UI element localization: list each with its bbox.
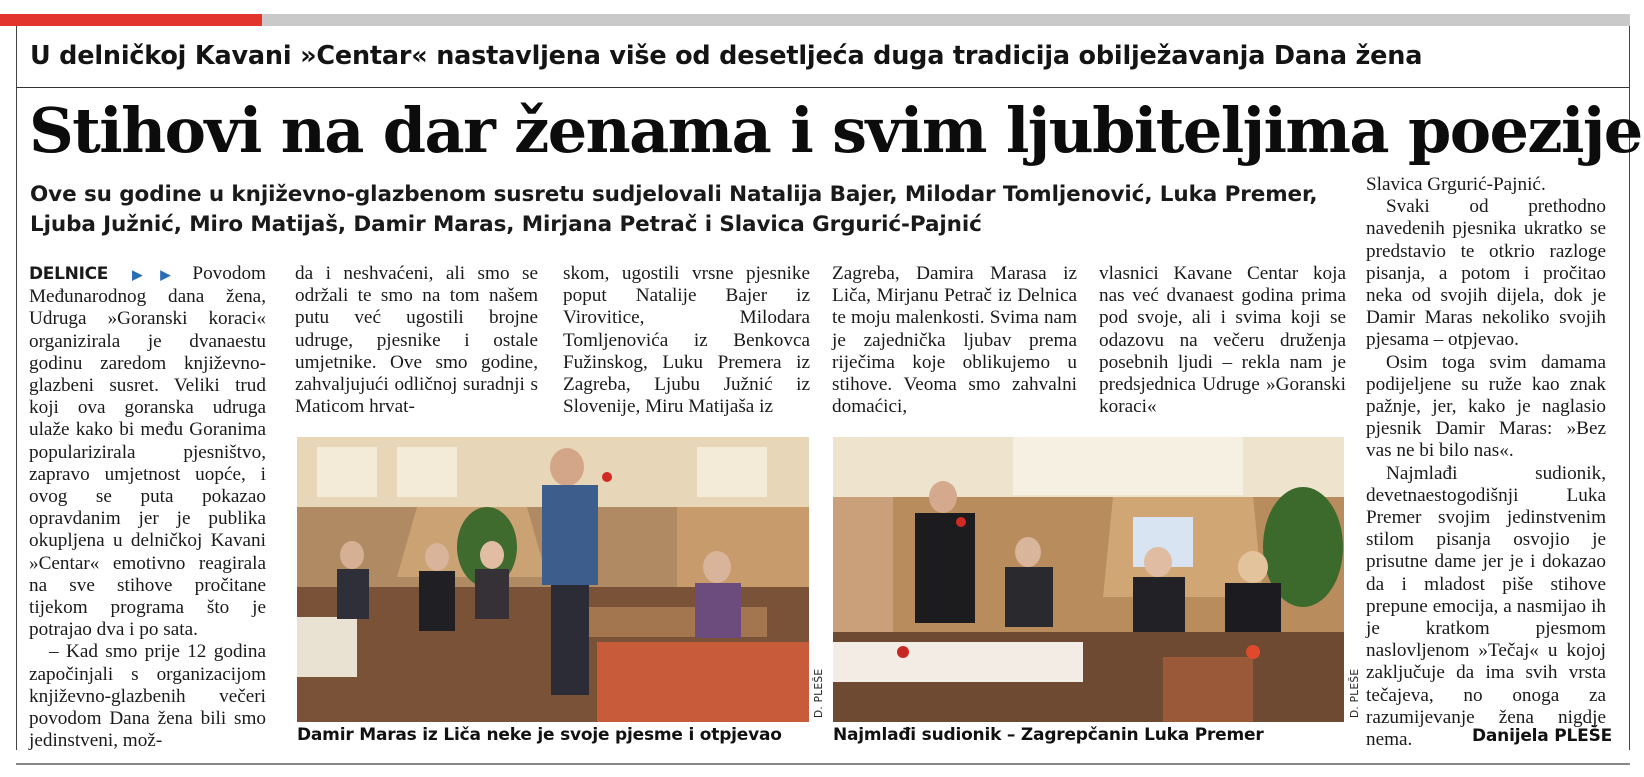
photo-illustration: [297, 437, 809, 722]
lead-paragraph: [29, 263, 266, 641]
top-color-bar: [0, 14, 1630, 26]
article-kicker: U delničkoj Kavani »Centar« nastavljena više od desetljeća duga tradicija obilježavanja Dana žena: [16, 26, 1630, 88]
photo-credit: D. PLEŠE: [1349, 668, 1361, 718]
text-column-5: [1099, 263, 1346, 418]
paragraph: Zagreba, Damira Marasa iz Liča, Mirjanu Petrač iz Delnica te moju malenkosti. Svima nam je zajednička ljubav prema riječima koje oblikujemo u stihove. Veoma smo zahvalni domaćici,: [832, 263, 1077, 418]
paragraph: Najmlađi sudionik, devetnaestogodišnji Luka Premer svojim jedinstvenim stilom pisanja osvojio je prisutne dame jer je i dokazao da i mladost piše stihove prepune emocija, a nasmijao ih je kratkom pjesmom naslovljenom »Tečaj« u kojoj zaključuje da ima svih vrsta tečajeva, no onoga za razumijevanje žena nigdje nema.: [1366, 462, 1606, 751]
photo-caption: Najmlađi sudionik – Zagrepčanin Luka Premer: [833, 725, 1264, 745]
article-deck: Ove su godine u književno-glazbenom susretu sudjelovali Natalija Bajer, Milodar Tomljenović, Luka Premer, Ljuba Južnić, Miro Matijaš, Damir Maras, Mirjana Petrač i Slavica Grgurić-Pajnić: [30, 182, 1318, 237]
top-accent-bar: [0, 14, 262, 26]
paragraph: vlasnici Kavane Centar koja nas već dvanaest godina prima pod svoje, ali i svima koji se odazovu na večeru druženja posebnih ljudi – rekla nam je predsjednica Udruge »Goranski koraci«: [1099, 263, 1346, 418]
photo-caption: Damir Maras iz Liča neke je svoje pjesme i otpjevao: [297, 725, 782, 745]
bottom-rule: [16, 763, 1630, 765]
text-column-1: [29, 263, 266, 752]
paragraph: – Kad smo prije 12 godina započinjali s organizacijom književno-glazbenih večeri povodom Dana žena bili smo jedinstveni, mož-: [29, 641, 266, 752]
photo-illustration: [833, 437, 1344, 722]
dateline-arrow-icon: ▶▶: [112, 267, 189, 282]
photo-credit: D. PLEŠE: [813, 668, 825, 718]
article-byline: Danijela PLEŠE: [1472, 726, 1613, 746]
photo-luka-premer-reading: [833, 437, 1344, 722]
article-headline: Stihovi na dar ženama i svim ljubiteljima poezije: [29, 94, 1642, 167]
paragraph: Osim toga svim damama podijeljene su ruže kao znak pažnje, jer, kako je naglasio pjesnik Damir Maras: »Bez vas ne bi bilo nas«.: [1366, 351, 1606, 462]
text-column-2: [295, 263, 538, 418]
paragraph: Svaki od prethodno navedenih pjesnika ukratko se predstavio te otkrio razloge pisanja, a potom i pročitao neka od svojih dijela, dok je Damir Maras nekoliko svojih pjesama – otpjevao.: [1366, 196, 1606, 351]
dateline: DELNICE: [29, 264, 109, 284]
text-column-3: [563, 263, 810, 418]
paragraph: skom, ugostili vrsne pjesnike poput Natalije Bajer iz Virovitice, Milodara Tomljenovića iz Benkovca Fužinskog, Luku Premera iz Zagreba, Ljubu Južnić iz Slovenije, Miru Matijaša iz: [563, 263, 810, 418]
paragraph: Slavica Grgurić-Pajnić.: [1366, 174, 1546, 195]
text-column-6: [1366, 174, 1606, 751]
photo-damir-maras-singing: [297, 437, 809, 722]
paragraph: da i neshvaćeni, ali smo se održali te smo na tom našem putu već ugostili brojne udruge, pjesnike i ostale umjetnike. Ove smo godine, zahvaljujući odličnoj suradnji s Maticom hrvat-: [295, 263, 538, 418]
text-column-4: [832, 263, 1077, 418]
lead-text: Povodom Međunarodnog dana žena, Udruga »Goranski koraci« organizirala je dvanaestu godinu zaredom književno-glazbeni susret. Veliki trud koji ova goranska udruga ulaže kako bi među Goranima popularizirala pjesništvo, zapravo umjetnost uopće, i ovog se puta pokazao opravdanim jer je publika okupljena u delničkoj Kavani »Centar« emotivno reagirala na sve stihove pročitane tijekom programa što je potrajao dva i po sata.: [29, 263, 266, 641]
